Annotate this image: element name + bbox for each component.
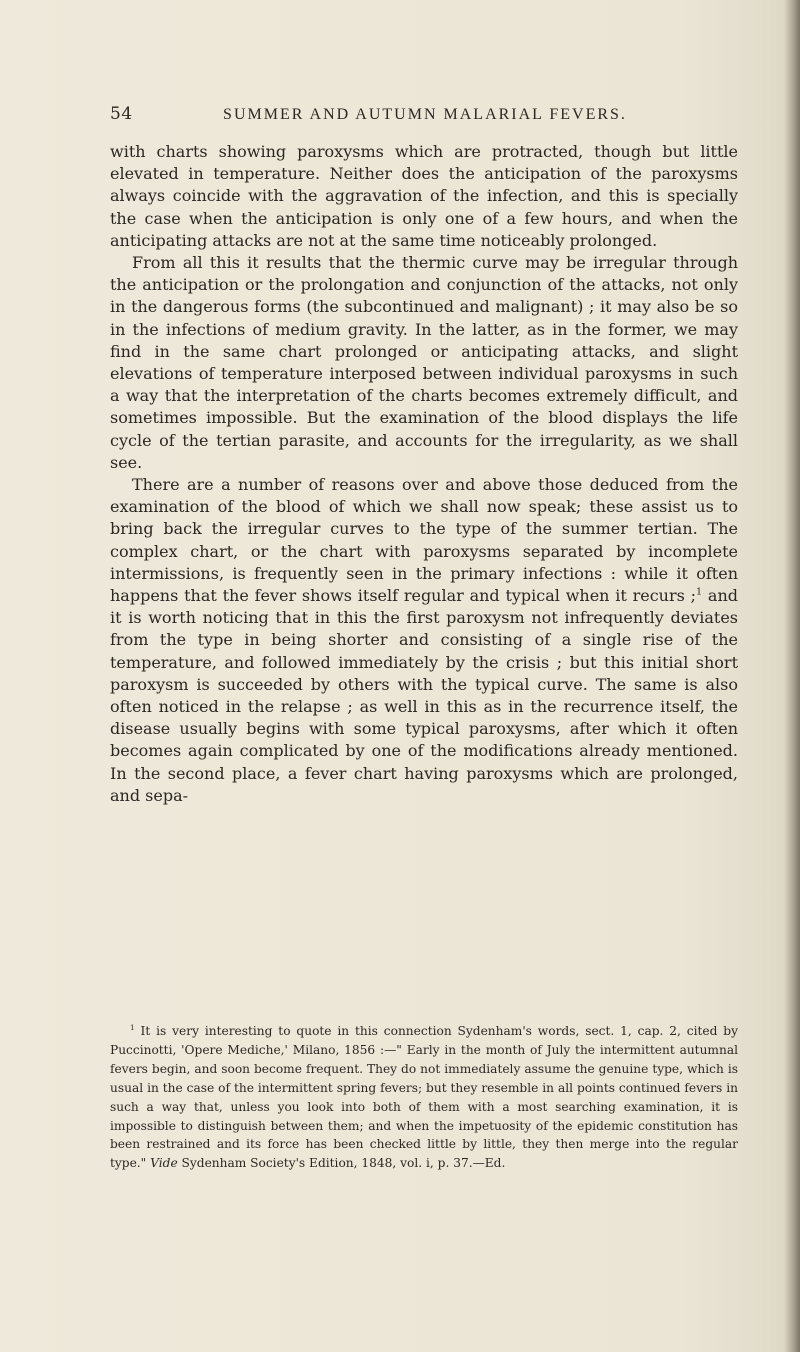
footnote-text-a: It is very interesting to quote in this connection Sydenham's words, sect. 1, cap. 2, cited by Puccinotti, 'Opere Mediche,' Milano, 1856 :—" Early in the month of July the intermittent autumnal fevers begin, and soon become frequent. They do not immediately assume the genuine type, which is usual in the case of the intermittent spring fevers; but they resemble in all points continued fevers in such a way that, unless you look into both of them with a most searching examination, it is impossible to distinguish between them; and when the impetuosity of the epidemic constitution has been restrained and its force has been checked little by little, they then merge into the regular type." xyxy=(110,1024,738,1171)
page-header xyxy=(110,104,740,128)
paragraph-1: with charts showing paroxysms which are protracted, though but little elevated in temperature. Neither does the anticipation of the paroxysms always coincide with the aggravation of the infection, and this is specially the case when the anticipation is only one of a few hours, and when the anticipating attacks are not at the same time noticeably prolonged. xyxy=(110,142,738,250)
footnote-text-b: Sydenham Society's Edition, 1848, vol. i, p. 37.—Ed. xyxy=(177,1156,506,1171)
paragraph-3-text-b: and it is worth noticing that in this the first paroxysm not infrequently deviates from the type in being shorter and consisting of a single rise of the temperature, and followed immediately by the crisis ; but this initial short paroxysm is succeeded by others with the typical curve. The same is also often noticed in the relapse ; as well in this as in the recurrence itself, the disease usually begins with some typical paroxysms, after which it often becomes again complicated by one of the modifications already mentioned. In the second place, a fever chart having paroxysms which are prolonged, and sepa- xyxy=(110,586,738,805)
page-number: 54 xyxy=(110,104,133,124)
footnote-section xyxy=(110,1022,738,1173)
page-edge-shadow xyxy=(784,0,800,1352)
footnote-reference: 1 xyxy=(696,586,703,598)
paragraph-3 xyxy=(110,474,738,807)
footnote-marker: 1 xyxy=(130,1022,135,1032)
paragraph-2: From all this it results that the thermic curve may be irregular through the anticipation or the prolongation and conjunction of the attacks, not only in the dangerous forms (the subcontinued and malignant) ; it may also be so in the infections of medium gravity. In the latter, as in the former, we may find in the same chart prolonged or anticipating attacks, and slight elevations of temperature interposed between individual paroxysms in such a way that the interpretation of the charts becomes extremely difficult, and sometimes impossible. But the examination of the blood displays the life cycle of the tertian parasite, and accounts for the irregularity, as we shall see. xyxy=(110,253,738,472)
running-title: SUMMER AND AUTUMN MALARIAL FEVERS. xyxy=(223,106,627,123)
footnote-italic-vide: Vide xyxy=(150,1156,178,1171)
footnote xyxy=(110,1022,738,1173)
main-text xyxy=(110,141,738,807)
paragraph-3-text-a: There are a number of reasons over and above those deduced from the examination of the blood of which we shall now speak; these assist us to bring back the irregular curves to the type of the summer tertian. The complex chart, or the chart with paroxysms separated by incomplete intermissions, is frequently seen in the primary infections : while it often happens that the fever shows itself regular and typical when it recurs ; xyxy=(110,475,738,606)
